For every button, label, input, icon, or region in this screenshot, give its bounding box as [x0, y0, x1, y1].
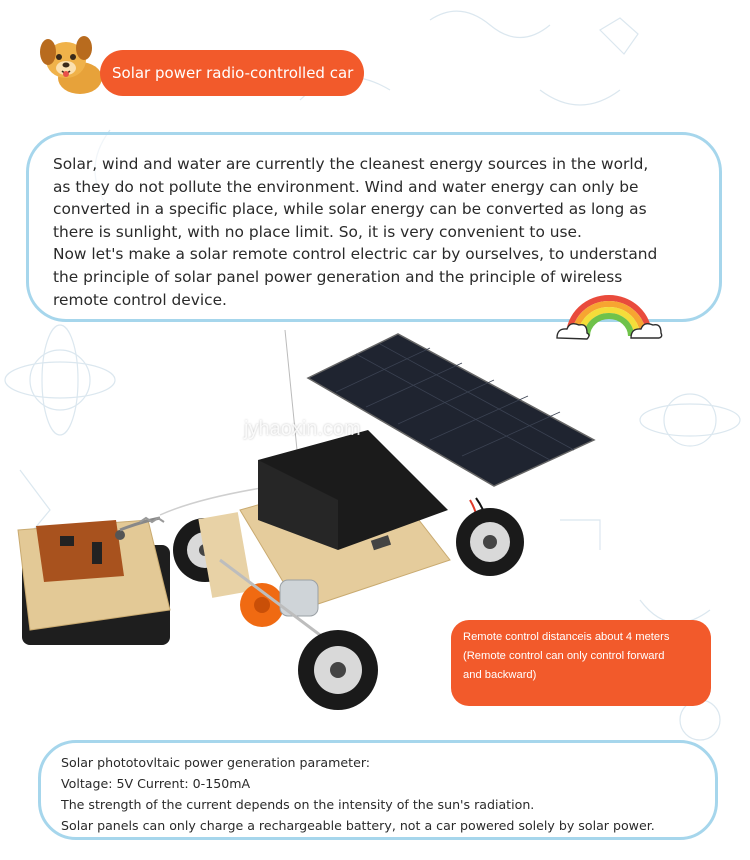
dog-mascot-icon — [30, 30, 110, 96]
parameter-line: Solar panels can only charge a rechargeable battery, not a car powered solely by solar power. — [61, 818, 655, 833]
parameter-line: The strength of the current depends on the intensity of the sun's radiation. — [61, 797, 535, 812]
page-title: Solar power radio-controlled car — [100, 50, 364, 96]
parameter-line: Solar phototovltaic power generation parameter: — [61, 755, 371, 770]
intro-line: Now let's make a solar remote control electric car by ourselves, to understand — [53, 245, 658, 264]
watermark-text: jyhaoxin.com — [244, 418, 361, 440]
callout-line: Remote control distanceis about 4 meters — [463, 631, 670, 643]
intro-line: as they do not pollute the environment. Wind and water energy can only be — [53, 177, 639, 196]
remote-range-callout — [451, 620, 711, 706]
callout-line: and backward) — [463, 669, 537, 681]
parameter-text-box — [38, 740, 718, 840]
callout-line: (Remote control can only control forward — [463, 650, 665, 662]
intro-line: the principle of solar panel power generation and the principle of wireless — [53, 267, 623, 286]
intro-line: converted in a specific place, while solar energy can be converted as long as — [53, 200, 647, 219]
intro-line: remote control device. — [53, 290, 227, 309]
parameter-line: Voltage: 5V Current: 0-150mA — [61, 776, 251, 791]
intro-line: there is sunlight, with no place limit. So, it is very convenient to use. — [53, 222, 582, 241]
intro-line: Solar, wind and water are currently the cleanest energy sources in the world, — [53, 155, 649, 173]
